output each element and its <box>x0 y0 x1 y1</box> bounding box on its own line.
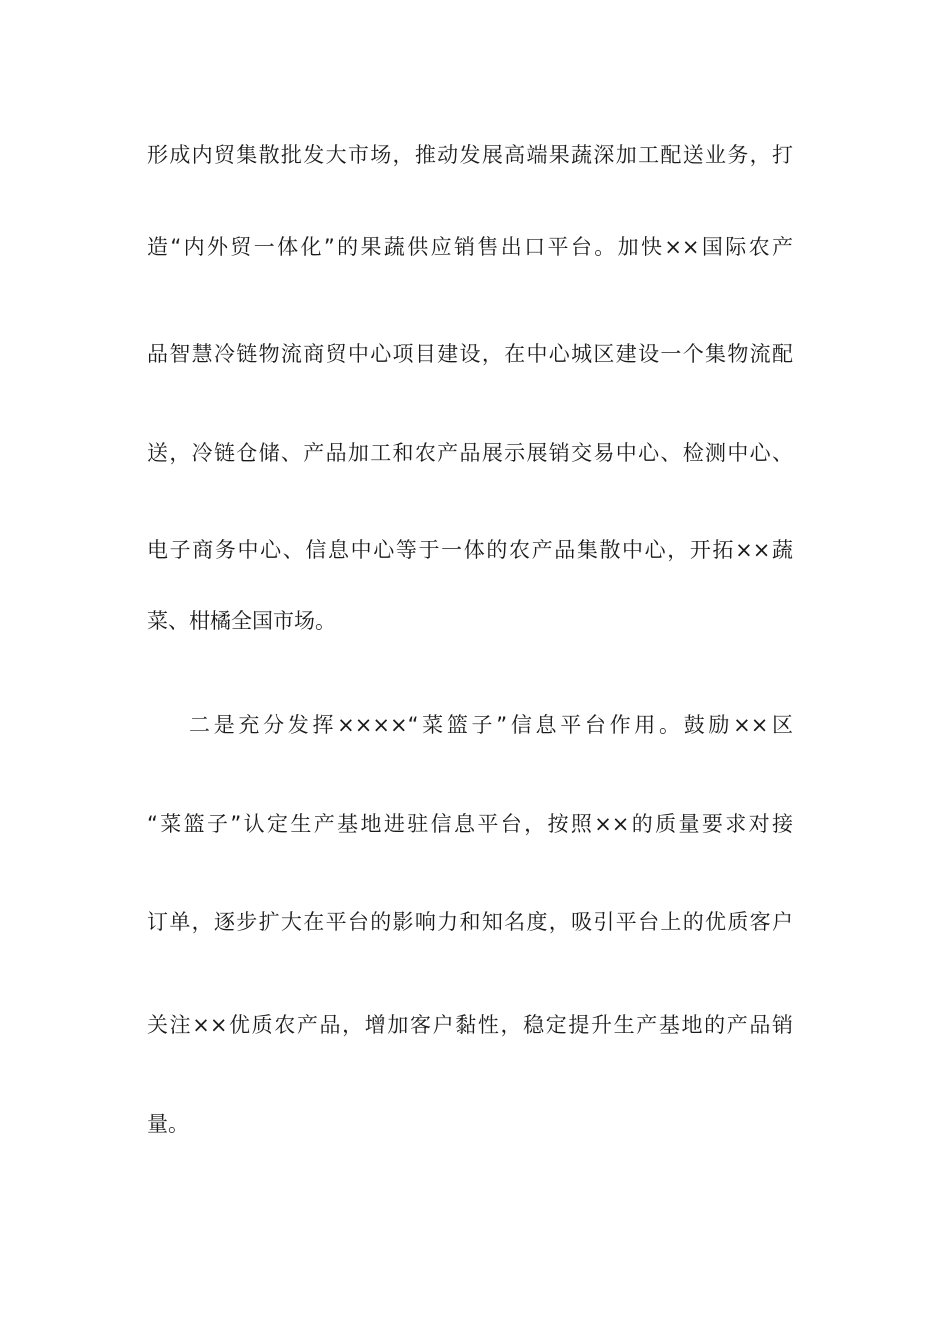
paragraph-2-line-4: 关注××优质农产品，增加客户黏性，稳定提升生产基地的产品销 <box>147 1013 793 1037</box>
paragraph-1-line-3: 品智慧冷链物流商贸中心项目建设，在中心城区建设一个集物流配 <box>147 342 793 366</box>
paragraph-2-line-2: “菜篮子”认定生产基地进驻信息平台，按照××的质量要求对接 <box>147 812 793 836</box>
paragraph-1-line-5: 电子商务中心、信息中心等于一体的农产品集散中心，开拓××蔬 <box>147 538 793 562</box>
paragraph-1-line-1: 形成内贸集散批发大市场，推动发展高端果蔬深加工配送业务，打 <box>147 143 793 167</box>
paragraph-2-line-3: 订单，逐步扩大在平台的影响力和知名度，吸引平台上的优质客户 <box>147 910 793 934</box>
paragraph-2-line-5: 量。 <box>147 1112 189 1136</box>
paragraph-1-line-6: 菜、柑橘全国市场。 <box>147 609 336 633</box>
paragraph-1-line-2: 造“内外贸一体化”的果蔬供应销售出口平台。加快××国际农产 <box>147 235 793 259</box>
paragraph-1-line-4: 送，冷链仓储、产品加工和农产品展示展销交易中心、检测中心、 <box>147 441 793 465</box>
paragraph-2-line-1: 二是充分发挥××××“菜篮子”信息平台作用。鼓励××区 <box>189 713 793 737</box>
